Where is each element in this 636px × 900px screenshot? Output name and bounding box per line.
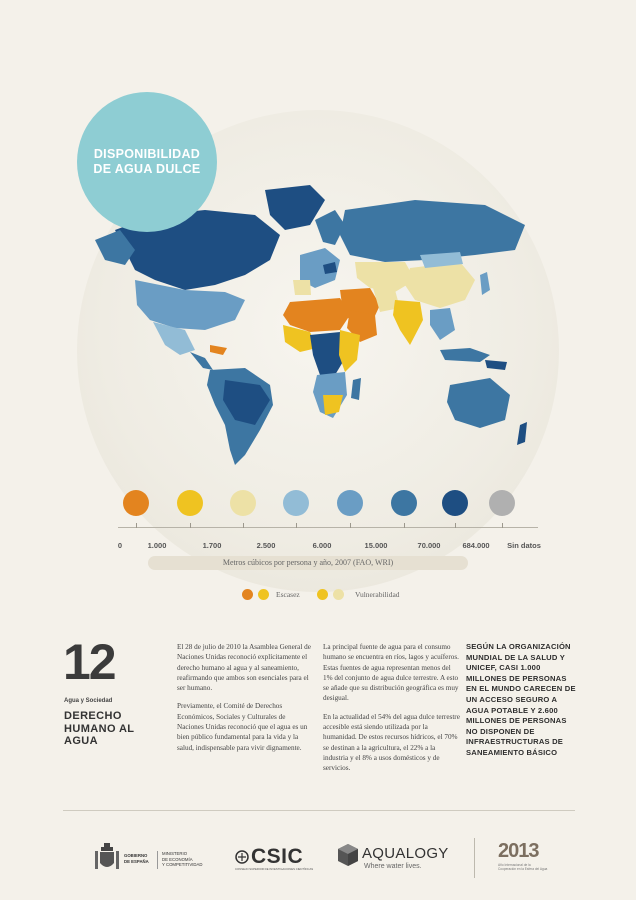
- aqualogy-cube-icon: [337, 843, 359, 867]
- map-region-madagascar: [351, 378, 361, 400]
- scale-label: 15.000: [364, 541, 388, 550]
- paragraph: Previamente, el Comité de Derechos Económicos, Sociales y Culturales de Naciones Unidas reconoció que el agua es un bien público fundamental para la vida y la salud, indispensable para vivir dignamente.: [177, 702, 308, 752]
- map-region-central-america: [190, 352, 213, 370]
- map-region-scandinavia: [315, 210, 345, 245]
- section-subhead: Agua y Sociedad: [64, 698, 113, 704]
- map-region-north-africa: [283, 298, 350, 332]
- scale-label: 2.500: [256, 541, 276, 550]
- scale-swatch-escasez-2: [177, 490, 203, 516]
- map-region-east-africa: [339, 330, 360, 372]
- scale-swatch-blue-3: [391, 490, 417, 516]
- year-logo: 2013: [498, 840, 539, 862]
- scale-label: 1.700: [202, 541, 222, 550]
- ministerio-line: Y COMPETITIVIDAD: [162, 862, 203, 867]
- gobierno-line: DE ESPAÑA: [124, 858, 149, 864]
- map-region-new-guinea: [485, 360, 507, 370]
- coat-of-arms-icon: [94, 843, 120, 873]
- highlight-quote: SEGÚN LA ORGANIZACIÓN MUNDIAL DE LA SALUD Y UNICEF, CASI 1.000 MILLONES DE PERSONAS EN EL MUNDO CARECEN DE UN ACCESO SEGURO A AGUA POTABLE Y 2.600 MILLONES DE PERSONAS NO DISPONEN DE INFRAESTRUCTURAS DE SANEAMIENTO BÁSICO: [466, 642, 576, 757]
- legend-vulnerabilidad-label: Vulnerabilidad: [355, 590, 400, 599]
- legend-vulnerabilidad-dot-cream: [333, 589, 344, 600]
- map-region-new-zealand: [517, 422, 527, 445]
- section-title: DERECHO HUMANO AL AGUA: [64, 710, 135, 747]
- paragraph: El 28 de julio de 2010 la Asamblea General de Naciones Unidas reconoció explícitamente el derecho humano al agua y al saneamiento, reafirmando que ambos son esenciales para el ser humano.: [177, 643, 311, 693]
- scale-tick: [296, 523, 297, 528]
- aqualogy-logo-text: AQUALOGY: [362, 845, 449, 862]
- map-region-japan: [480, 272, 490, 295]
- legend-escasez-label: Escasez: [276, 590, 300, 599]
- map-region-australia: [447, 378, 510, 428]
- scale-swatch-sin-datos: [489, 490, 515, 516]
- map-region-central-asia: [355, 262, 415, 292]
- map-region-iberia: [293, 280, 311, 295]
- scale-tick: [502, 523, 503, 528]
- scale-label: 70.000: [417, 541, 441, 550]
- title-badge: [77, 92, 217, 232]
- logo-ministerio: [162, 851, 203, 868]
- scale-tick: [404, 523, 405, 528]
- scale-swatch-escasez-1: [123, 490, 149, 516]
- map-region-greenland: [265, 185, 325, 230]
- scale-label: 6.000: [312, 541, 332, 550]
- paragraph: La principal fuente de agua para el consumo humano se encuentra en ríos, lagos y acuíferos. Estas fuentes de agua representan menos del 1% del conjunto de agua dulce terrestre. A esto se añade que su distribución geográfica es muy desigual.: [323, 643, 459, 703]
- ministerio-line: MINISTERIO: [162, 851, 188, 856]
- ministerio-line: DE ECONOMÍA: [162, 856, 193, 862]
- scale-tick: [190, 523, 191, 528]
- year-logo-caption: Año Internacional de la Cooperación en la Esfera del Agua: [498, 863, 548, 871]
- legend-escasez-dot-orange: [242, 589, 253, 600]
- gobierno-line: GOBIERNO: [124, 853, 148, 858]
- scale-tick: [243, 523, 244, 528]
- csic-logo-text: CSIC: [251, 845, 304, 868]
- map-region-indonesia: [440, 348, 490, 362]
- legend-vulnerabilidad-dot-yellow: [317, 589, 328, 600]
- csic-subtitle: CONSEJO SUPERIOR DE INVESTIGACIONES CIENTÍFICAS: [235, 867, 314, 871]
- body-column-2: [323, 642, 461, 782]
- map-region-china: [405, 262, 475, 308]
- scale-swatch-blue-1: [283, 490, 309, 516]
- scale-tick: [455, 523, 456, 528]
- aqualogy-tagline: Where water lives.: [364, 863, 422, 870]
- map-region-south-africa-dry: [323, 395, 343, 415]
- scale-axis: [118, 527, 538, 528]
- logo-gobierno: [124, 853, 149, 864]
- scale-tick: [350, 523, 351, 528]
- footer-vertical-divider: [474, 838, 475, 878]
- scale-swatch-blue-2: [337, 490, 363, 516]
- scale-unit-caption: Metros cúbicos por persona y año, 2007 (FAO, WRI): [148, 556, 468, 570]
- map-region-caribbean: [210, 345, 227, 355]
- scale-label: 1.000: [147, 541, 167, 550]
- map-region-india: [393, 300, 423, 345]
- scale-label: 684.000: [462, 541, 490, 550]
- map-region-russia: [340, 200, 525, 262]
- scale-swatch-blue-4: [442, 490, 468, 516]
- page-title: DISPONIBILIDAD DE AGUA DULCE: [93, 147, 201, 176]
- scale-label: 0: [117, 541, 123, 550]
- csic-emblem-icon: [235, 850, 249, 864]
- paragraph: En la actualidad el 54% del agua dulce terrestre accesible está siendo utilizada por la humanidad. De estos recursos hídricos, el 70% se destinan a la agricultura, el 22% a la industria y el 8% a usos domésticos y de servicios.: [323, 712, 460, 773]
- scale-swatch-vulnerabilidad: [230, 490, 256, 516]
- legend-escasez-dot-yellow: [258, 589, 269, 600]
- scale-label: Sin datos: [507, 541, 541, 550]
- footer-divider: [63, 810, 575, 811]
- logo-separator: [157, 851, 158, 869]
- map-region-southeast-asia: [430, 308, 455, 340]
- scale-tick: [136, 523, 137, 528]
- section-number: 12: [63, 634, 115, 690]
- body-column-1: [177, 642, 312, 761]
